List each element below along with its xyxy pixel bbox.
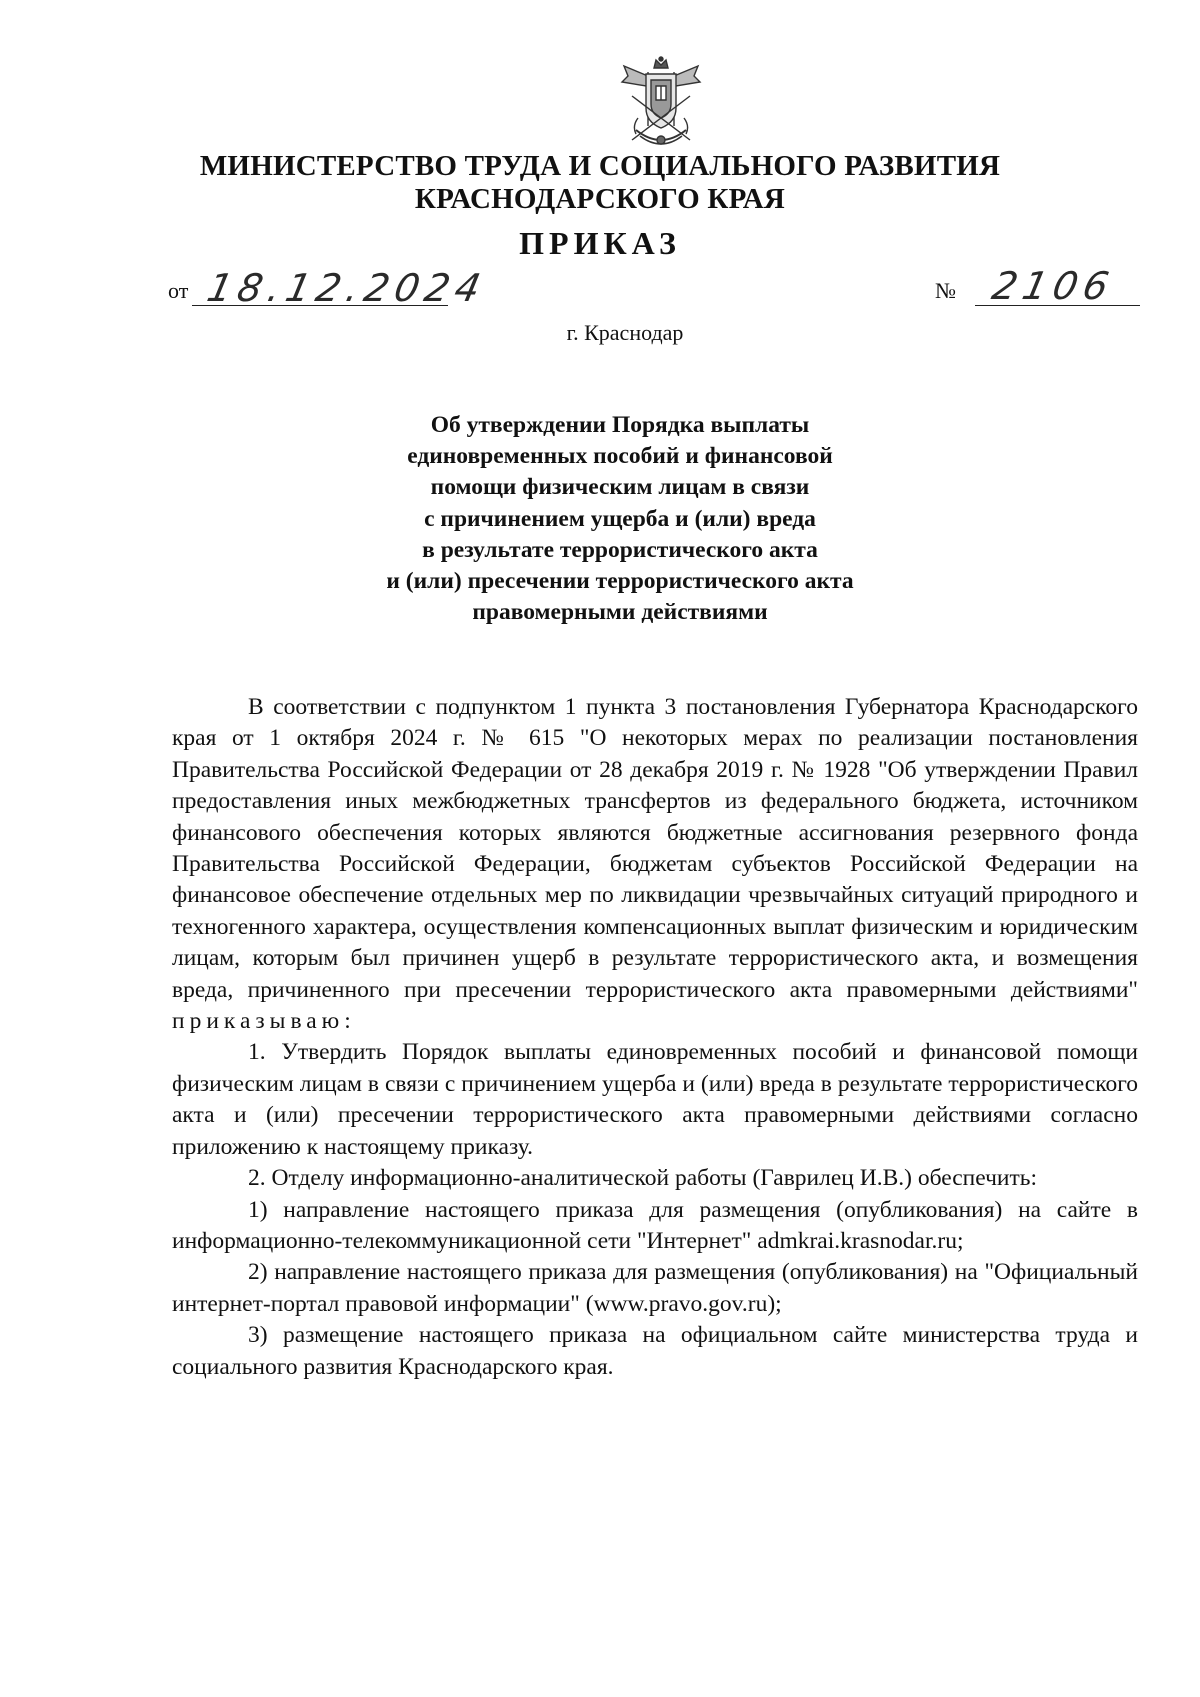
title-line: помощи физическим лицам в связи: [430, 474, 810, 501]
order-date: [168, 262, 491, 312]
item-2-3: 3) размещение настоящего приказа на официальном сайте министерства труда и социального развития Краснодарского края.: [172, 1322, 1138, 1380]
coat-of-arms-icon: [618, 56, 704, 152]
title-line: в результате террористического акта: [422, 536, 818, 563]
item-1: 1. Утвердить Порядок выплаты единовременных пособий и финансовой помощи физическим лицам в связи с причинением ущерба и (или) вреда в результате террористического акта и (или) пресечении террористического акта правомерными действиями согласно приложению к настоящему приказу.: [172, 1039, 1138, 1160]
ministry-line-1: МИНИСТЕРСТВО ТРУДА И СОЦИАЛЬНОГО РАЗВИТИЯ: [199, 150, 1001, 182]
preamble-text: В соответствии с подпунктом 1 пункта 3 постановления Губернатора Краснодарского края от 1 октября 2024 г. № 615 "О некоторых мерах по реализации постановления Правительства Российской Федерации от 28 декабря 2019 г. № 1928 "Об утверждении Правил предоставления иных межбюджетных трансфертов из федерального бюджета, источником финансового обеспечения которых являются бюджетные ассигнования резервного фонда Правительства Российской Федерации, бюджетам субъектов Российской Федерации на финансовое обеспечение отдельных мер по ликвидации чрезвычайных ситуаций природного и техногенного характера, осуществления компенсационных выплат физическим и юридическим лицам, которым был причинен ущерб в результате террористического акта, и возмещения вреда, причиненного при пресечении террористического акта правомерными действиями": [172, 694, 1138, 1003]
title-line: и (или) пресечении террористического акта: [386, 568, 854, 595]
city: г. Краснодар: [566, 320, 684, 345]
ministry-name: [0, 150, 1200, 216]
preamble-paragraph: [172, 692, 1138, 1037]
handwritten-number: 2106: [988, 264, 1119, 308]
ministry-line-2: КРАСНОДАРСКОГО КРАЯ: [414, 183, 786, 215]
number-prefix: №: [935, 278, 956, 303]
title-line: с причинением ущерба и (или) вреда: [424, 505, 816, 532]
title-line: единовременных пособий и финансовой: [407, 443, 833, 470]
order-word: приказываю:: [172, 1008, 356, 1035]
date-prefix: от: [168, 278, 189, 303]
order-number: [935, 258, 1140, 312]
item-2: 2. Отделу информационно-аналитической работы (Гаврилец И.В.) обеспечить:: [248, 1165, 1038, 1192]
order-body: [172, 692, 1138, 1383]
title-line: Об утверждении Порядка выплаты: [430, 412, 810, 438]
document-type: ПРИКАЗ: [519, 225, 681, 261]
handwritten-date: 18.12.2024: [203, 266, 491, 310]
title-line: правомерными действиями: [472, 599, 768, 626]
item-2-1: 1) направление настоящего приказа для размещения (опубликования) на сайте в информационно-телекоммуникационной сети "Интернет" admkrai.krasnodar.ru;: [172, 1196, 1138, 1254]
item-2-2: 2) направление настоящего приказа для размещения (опубликования) на "Официальный интернет-портал правовой информации" (www.pravo.gov.ru);: [172, 1259, 1138, 1317]
order-title: [300, 410, 940, 628]
